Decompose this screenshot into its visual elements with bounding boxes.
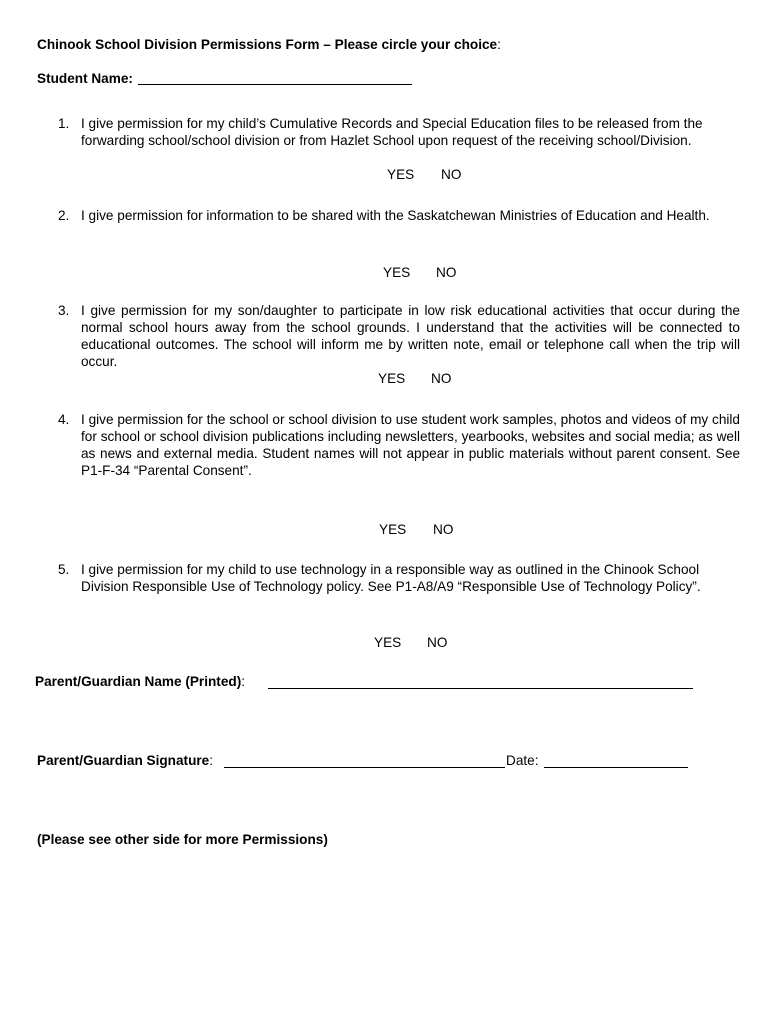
parent-name-colon: :: [241, 674, 245, 689]
form-title-instruction: Please circle your choice: [334, 37, 498, 52]
item-3-text: I give permission for my son/daughter to participate in low risk educational activities that occur during the normal school hours away from the school grounds. I understand that the activities will be connected to educational outcomes. The school will inform me by written note, email or telephone call when the trip will occur.: [81, 303, 740, 369]
item-3-no[interactable]: NO: [431, 371, 452, 386]
item-2-text: I give permission for information to be shared with the Saskatchewan Ministries of Education and Health.: [81, 208, 710, 223]
form-title-colon: :: [497, 37, 501, 52]
item-5-no[interactable]: NO: [427, 635, 448, 650]
form-title-text: Chinook School Division Permissions Form: [37, 37, 320, 52]
item-3-yes[interactable]: YES: [378, 371, 406, 386]
parent-name-label-text: Parent/Guardian Name (Printed): [35, 674, 242, 689]
item-4-yes[interactable]: YES: [379, 522, 407, 537]
form-title: [37, 36, 501, 53]
signature-line[interactable]: [224, 767, 505, 768]
item-4-no[interactable]: NO: [433, 522, 454, 537]
other-side-note: (Please see other side for more Permissions): [37, 832, 328, 847]
item-4-text: I give permission for the school or school division to use student work samples, photos and videos of my child for school or school division publications including newsletters, yearbooks, websites and social media; as well as news and external media. Student names will not appear in public materials without parent consent. See P1-F-34 “Parental Consent”.: [81, 412, 740, 478]
item-5-yes[interactable]: YES: [374, 635, 402, 650]
item-2-yes[interactable]: YES: [383, 265, 411, 280]
student-name-line[interactable]: [138, 84, 412, 85]
item-5-text: I give permission for my child to use technology in a responsible way as outlined in the Chinook School Division Responsible Use of Technology policy. See P1-A8/A9 “Responsible Use of Technology Policy”.: [81, 562, 701, 594]
form-title-dash: –: [319, 37, 335, 52]
item-2-no[interactable]: NO: [436, 265, 457, 280]
parent-name-line[interactable]: [268, 688, 693, 689]
item-5-number: 5.: [58, 562, 70, 577]
parent-name-label: [35, 673, 245, 690]
signature-colon: :: [209, 753, 214, 768]
item-1-yes[interactable]: YES: [387, 167, 415, 182]
date-label: Date:: [506, 753, 539, 768]
signature-label-text: Parent/Guardian Signature: [37, 753, 210, 768]
student-name-label: Student Name:: [37, 71, 133, 86]
item-2-number: 2.: [58, 208, 70, 223]
item-4-number: 4.: [58, 412, 70, 427]
item-1-number: 1.: [58, 116, 70, 131]
date-line[interactable]: [544, 767, 688, 768]
item-1-no[interactable]: NO: [441, 167, 462, 182]
item-3-number: 3.: [58, 303, 70, 318]
item-1-text: I give permission for my child’s Cumulative Records and Special Education files to be released from the forwarding school/school division or from Hazlet School upon request of the receiving school/Division.: [81, 116, 703, 148]
signature-label: [37, 752, 213, 769]
